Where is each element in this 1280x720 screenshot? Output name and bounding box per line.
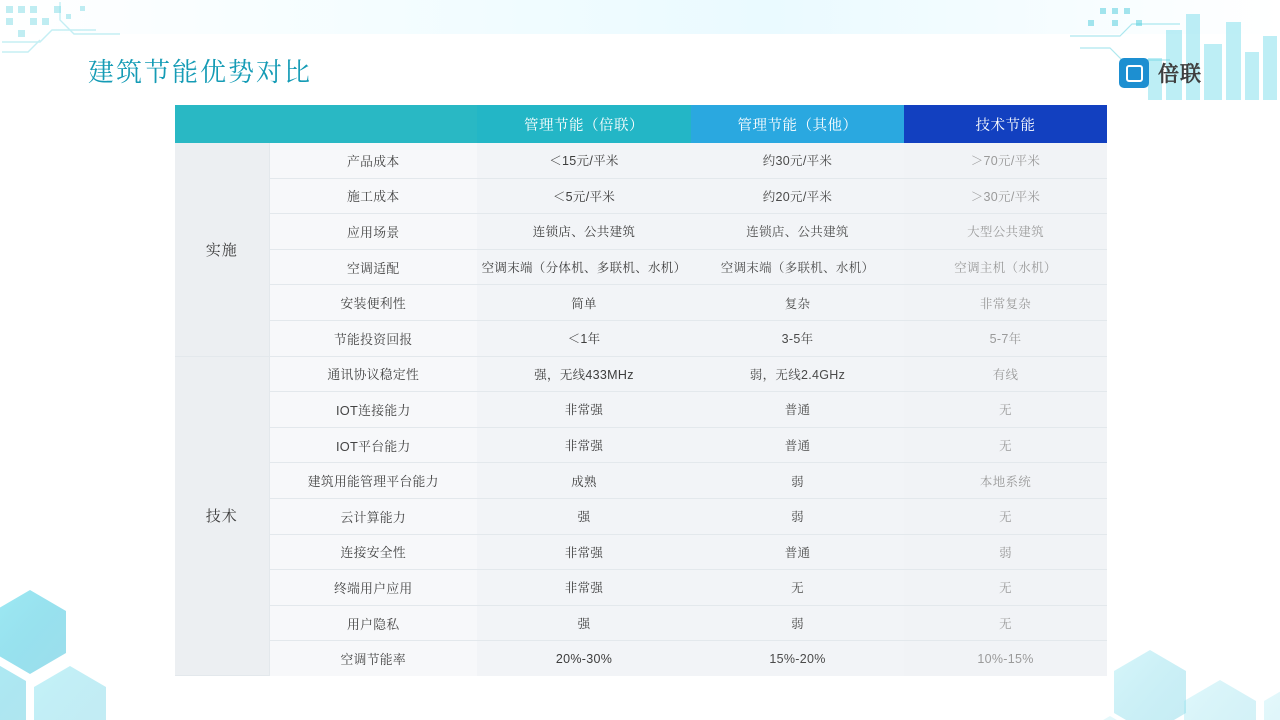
cell-value-c: 有线 [904, 356, 1107, 392]
cell-value-b: 3-5年 [691, 320, 904, 356]
row-label: 施工成本 [269, 178, 477, 214]
row-label: 安装便利性 [269, 285, 477, 321]
row-label: 云计算能力 [269, 498, 477, 534]
cell-value-a: 20%-30% [477, 641, 691, 676]
table-row [175, 605, 1107, 641]
table-header [175, 105, 1107, 143]
row-label: 建筑用能管理平台能力 [269, 463, 477, 499]
cell-value-a: 非常强 [477, 534, 691, 570]
row-label: 通讯协议稳定性 [269, 356, 477, 392]
top-gradient-band [0, 0, 1280, 34]
table-row [175, 498, 1107, 534]
page-title: 建筑节能优势对比 [88, 57, 313, 87]
cell-value-c: 大型公共建筑 [904, 214, 1107, 250]
cell-value-b: 15%-20% [691, 641, 904, 676]
cell-value-a: ＜15元/平米 [477, 143, 691, 178]
cell-value-b: 普通 [691, 392, 904, 428]
header-cell-blank-group [175, 105, 269, 143]
cell-value-a: 成熟 [477, 463, 691, 499]
cell-value-c: 非常复杂 [904, 285, 1107, 321]
row-label: 用户隐私 [269, 605, 477, 641]
cell-value-c: 5-7年 [904, 320, 1107, 356]
cell-value-b: 空调末端（多联机、水机） [691, 249, 904, 285]
cell-value-c: 无 [904, 427, 1107, 463]
cell-value-a: 非常强 [477, 392, 691, 428]
cell-value-c: ＞70元/平米 [904, 143, 1107, 178]
cell-value-b: 普通 [691, 427, 904, 463]
table-row [175, 249, 1107, 285]
cell-value-a: ＜1年 [477, 320, 691, 356]
comparison-table [175, 105, 1107, 676]
cell-value-c: 无 [904, 605, 1107, 641]
cell-value-b: 弱，无线2.4GHz [691, 356, 904, 392]
header-cell-blank-item [269, 105, 477, 143]
table-row [175, 320, 1107, 356]
row-label: 连接安全性 [269, 534, 477, 570]
table-row [175, 570, 1107, 606]
group-label-implementation: 实施 [175, 143, 269, 356]
row-label: IOT连接能力 [269, 392, 477, 428]
cell-value-c: 10%-15% [904, 641, 1107, 676]
table-row [175, 427, 1107, 463]
brand-logo [1119, 58, 1202, 88]
cell-value-c: 无 [904, 498, 1107, 534]
cell-value-a: 非常强 [477, 570, 691, 606]
cell-value-c: 无 [904, 570, 1107, 606]
table-row [175, 463, 1107, 499]
table-header-row [175, 105, 1107, 143]
table-row [175, 214, 1107, 250]
cell-value-b: 约30元/平米 [691, 143, 904, 178]
corner-circuit-left-icon [0, 0, 170, 60]
row-label: IOT平台能力 [269, 427, 477, 463]
header-cell-management-others: 管理节能（其他） [691, 105, 904, 143]
table-row [175, 534, 1107, 570]
row-label: 空调节能率 [269, 641, 477, 676]
table-row [175, 392, 1107, 428]
cell-value-a: 空调末端（分体机、多联机、水机） [477, 249, 691, 285]
group-label-technology: 技术 [175, 356, 269, 676]
cell-value-b: 无 [691, 570, 904, 606]
header-cell-management-beilian: 管理节能（倍联） [477, 105, 691, 143]
cell-value-a: 非常强 [477, 427, 691, 463]
row-label: 空调适配 [269, 249, 477, 285]
row-label: 应用场景 [269, 214, 477, 250]
cell-value-a: 强，无线433MHz [477, 356, 691, 392]
brand-name: 倍联 [1158, 63, 1202, 86]
cell-value-b: 弱 [691, 463, 904, 499]
table-row [175, 285, 1107, 321]
comparison-table-wrapper [175, 105, 1107, 676]
rounded-square-icon [1119, 58, 1149, 88]
table-body [175, 143, 1107, 676]
row-label: 终端用户应用 [269, 570, 477, 606]
cell-value-c: 本地系统 [904, 463, 1107, 499]
cell-value-a: 强 [477, 498, 691, 534]
header-cell-technical: 技术节能 [904, 105, 1107, 143]
cell-value-b: 弱 [691, 605, 904, 641]
cell-value-b: 复杂 [691, 285, 904, 321]
cell-value-c: 无 [904, 392, 1107, 428]
table-row [175, 178, 1107, 214]
cell-value-a: 简单 [477, 285, 691, 321]
cell-value-b: 连锁店、公共建筑 [691, 214, 904, 250]
cell-value-a: 强 [477, 605, 691, 641]
cell-value-c: ＞30元/平米 [904, 178, 1107, 214]
cell-value-c: 空调主机（水机） [904, 249, 1107, 285]
table-row [175, 356, 1107, 392]
cell-value-a: 连锁店、公共建筑 [477, 214, 691, 250]
cell-value-b: 约20元/平米 [691, 178, 904, 214]
row-label: 产品成本 [269, 143, 477, 178]
cell-value-a: ＜5元/平米 [477, 178, 691, 214]
cell-value-b: 普通 [691, 534, 904, 570]
cell-value-c: 弱 [904, 534, 1107, 570]
table-row [175, 641, 1107, 676]
table-row [175, 143, 1107, 178]
row-label: 节能投资回报 [269, 320, 477, 356]
cell-value-b: 弱 [691, 498, 904, 534]
